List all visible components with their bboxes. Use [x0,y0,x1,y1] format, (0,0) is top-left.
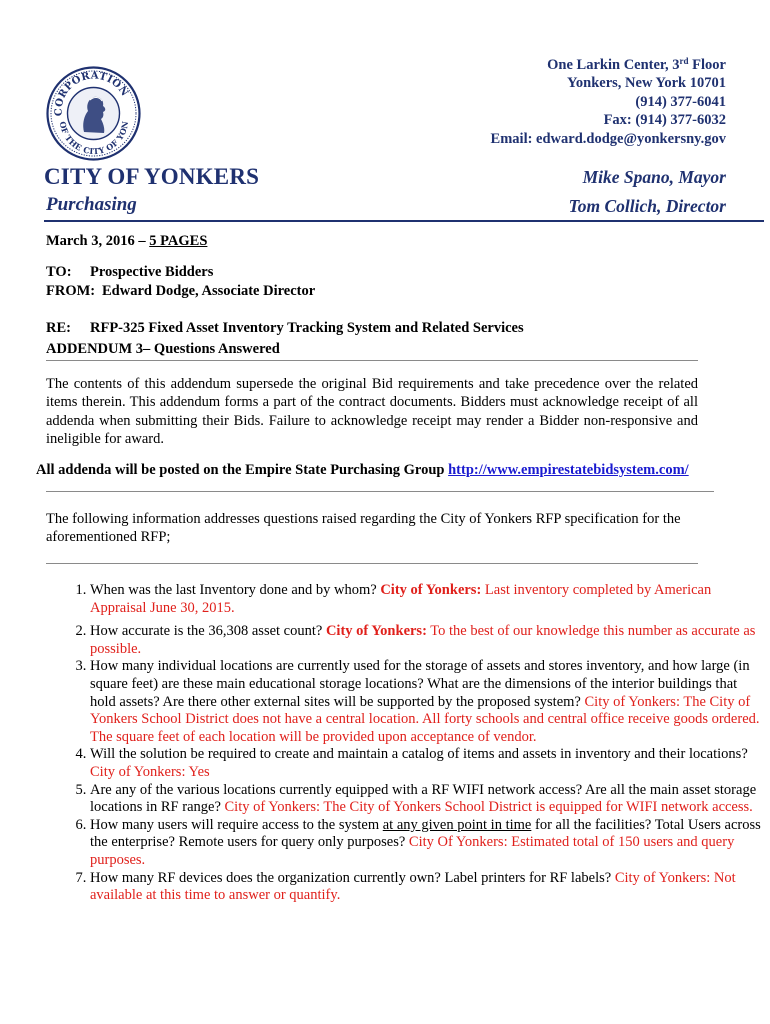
seal-graphic [46,66,141,161]
posted-notice: All addenda will be posted on the Empire State Purchasing Group http://www.empirestatebidsystem.com/ [36,462,689,478]
question-item: 6. How many users will require access to the system at any given point in time for all the facilities? Total Users across the enterprise? Remote users for query only purposes? City Of Yonkers: Estimated total of 150 users and query purposes. [90,817,766,870]
divider-1 [46,360,698,361]
address-block [491,56,726,148]
phone-number: (914) 377-6041 [635,93,726,110]
memo-re: RE: RFP-325 Fixed Asset Inventory Tracking System and Related Services [46,320,524,336]
intro-paragraph: The contents of this addendum supersede the original Bid requirements and take precedence over the related items therein. This addendum forms a part of the contract documents. Bidders must acknowledge receipt of all addenda when submitting their Bids. Failure to acknowledge receipt may render a Bidder non-responsive and ineligible for award. [46,376,698,447]
memo-to: TO: Prospective Bidders [46,264,214,280]
header-rule [44,220,764,222]
address-line-1: One Larkin Center, 3rd Floor [547,56,726,73]
addendum-title: ADDENDUM 3– Questions Answered [46,341,280,357]
city-seal [46,66,141,161]
memo-from: FROM: Edward Dodge, Associate Director [46,283,316,299]
divider-3 [46,563,698,564]
question-item: 4. Will the solution be required to create and maintain a catalog of items and assets in inventory and their locations? City of Yonkers: Yes [90,746,766,781]
memo-date: March 3, 2016 – 5 PAGES [46,233,208,249]
department-name: Purchasing [46,194,137,215]
question-item: 7. How many RF devices does the organization currently own? Label printers for RF labels? City of Yonkers: Not available at this time to answer or quantify. [90,870,766,905]
question-item: 3. How many individual locations are currently used for the storage of assets and stores inventory, and how large (in square feet) are these main educational storage locations? What are the dimensions of the interior buildings that hold assets? Are there other external sites will be supported by the proposed system? City of Yonkers: The City of Yonkers School District does not have a central location. All forty schools and central office receive goods ordered. The square feet of each location will be provided upon acceptance of vendor. [90,658,766,746]
question-item: 1. When was the last Inventory done and by whom? City of Yonkers: Last inventory completed by American Appraisal June 30, 2015. [90,582,766,617]
address-line-2: Yonkers, New York 10701 [567,75,726,92]
mayor-name: Mike Spano, Mayor [582,167,726,187]
empire-state-link[interactable]: http://www.empirestatebidsystem.com/ [448,462,689,478]
question-item: 2. How accurate is the 36,308 asset count? City of Yonkers: To the best of our knowledge this number as accurate as possible. [90,623,766,658]
divider-2 [46,491,714,492]
svg-text:CORPORATION: CORPORATION [53,70,131,117]
questions-list [54,582,766,905]
following-paragraph: The following information addresses questions raised regarding the City of Yonkers RFP specification for the aforementioned RFP; [46,511,681,546]
director-name: Tom Collich, Director [568,196,726,216]
fax-number: Fax: (914) 377-6032 [603,112,726,129]
city-title: CITY OF YONKERS [44,164,260,189]
question-item: 5. Are any of the various locations currently equipped with a RF WIFI network access? Are all the main asset storage locations in RF range? City of Yonkers: The City of Yonkers School District is equipped for WIFI network access. [90,782,766,817]
svg-text:OF THE CITY OF YONKERS: OF THE CITY OF YON [57,120,131,157]
email-address: Email: edward.dodge@yonkersny.gov [490,130,726,147]
